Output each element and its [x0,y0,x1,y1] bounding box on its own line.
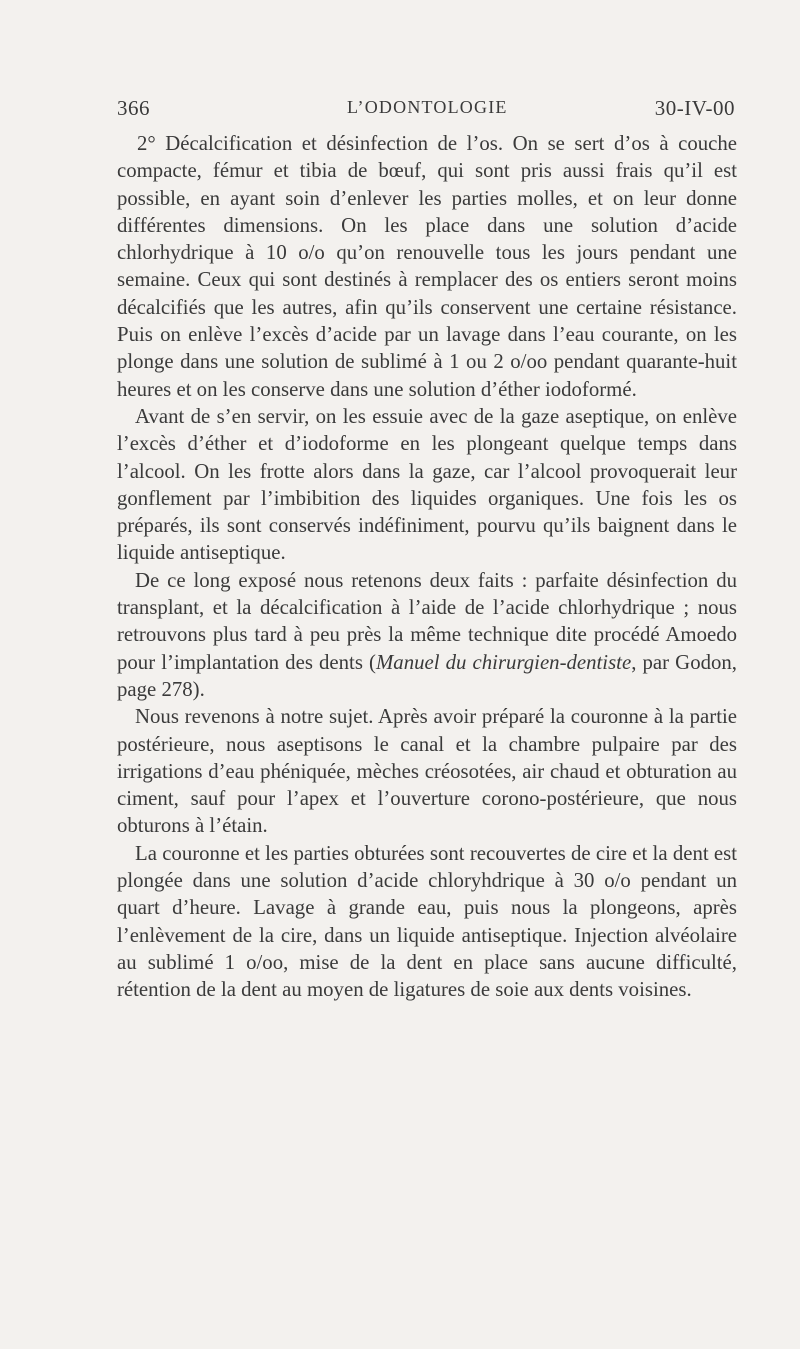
paragraph: Avant de s’en servir, on les essuie avec de la gaze aseptique, on enlève l’excès d’éther et d’iodoforme en les plongeant quelque temps dans l’alcool. On les frotte alors dans la gaze, car l’alcool provoquerait leur gonflement par l’imbibition des liquides organiques. Une fois les os préparés, ils sont conservés indéfiniment, pourvu qu’ils baignent dans le liquide antiseptique. [117,404,737,565]
paragraph [117,567,737,703]
body-text [117,130,737,1004]
paragraph: La couronne et les parties obturées sont recouvertes de cire et la dent est plongée dans une solution d’acide chloryhdrique à 30 o/o pendant un quart d’heure. Lavage à grande eau, puis nous la plongeons, après l’enlèvement de la cire, dans un liquide antiseptique. Injection alvéolaire au sublimé 1 o/oo, mise de la dent en place sans aucune difficulté, rétention de la dent au moyen de ligatures de soie aux dents voisines. [117,841,737,1002]
paragraph-text: De ce long exposé nous retenons deux faits : parfaite désinfection du transplant, et la décalcification à l’aide de l’acide chlorhydrique ; nous retrouvons plus tard à peu près la même technique dite procédé Amoedo pour l’implantation des dents ( [117,568,737,674]
running-head [117,96,737,126]
book-title-citation: Manuel du chirurgien-dentiste [375,650,632,674]
paragraph: Nous revenons à notre sujet. Après avoir préparé la couronne à la partie postérieure, nous aseptisons le canal et la chambre pulpaire par des irrigations d’eau phéniquée, mèches créosotées, air chaud et obturation au ciment, sauf pour l’apex et l’ouverture corono-postérieure, que nous obturons à l’étain. [117,705,737,838]
issue-date: 30-IV-00 [654,96,735,120]
journal-title: L’ODONTOLOGIE [347,97,508,117]
page-number: 366 [117,96,150,120]
paragraph: 2° Décalcification et désinfection de l’os. On se sert d’os à couche compacte, fémur et tibia de bœuf, qui sont pris aussi frais qu’il est possible, en ayant soin d’enlever les parties molles, et on leur donne différentes dimensions. On les place dans une solution d’acide chlorhydrique à 10 o/o qu’on renouvelle tous les jours pendant une semaine. Ceux qui sont destinés à remplacer des os entiers seront moins décalcifiés que les autres, afin qu’ils conservent une certaine résistance. Puis on enlève l’excès d’acide par un lavage dans l’eau courante, on les plonge dans une solution de sublimé à 1 ou 2 o/oo pendant quarante-huit heures et on les conserve dans une solution d’éther iodoformé. [117,132,737,401]
paragraph-text: , par Godon, page 278). [117,650,737,701]
